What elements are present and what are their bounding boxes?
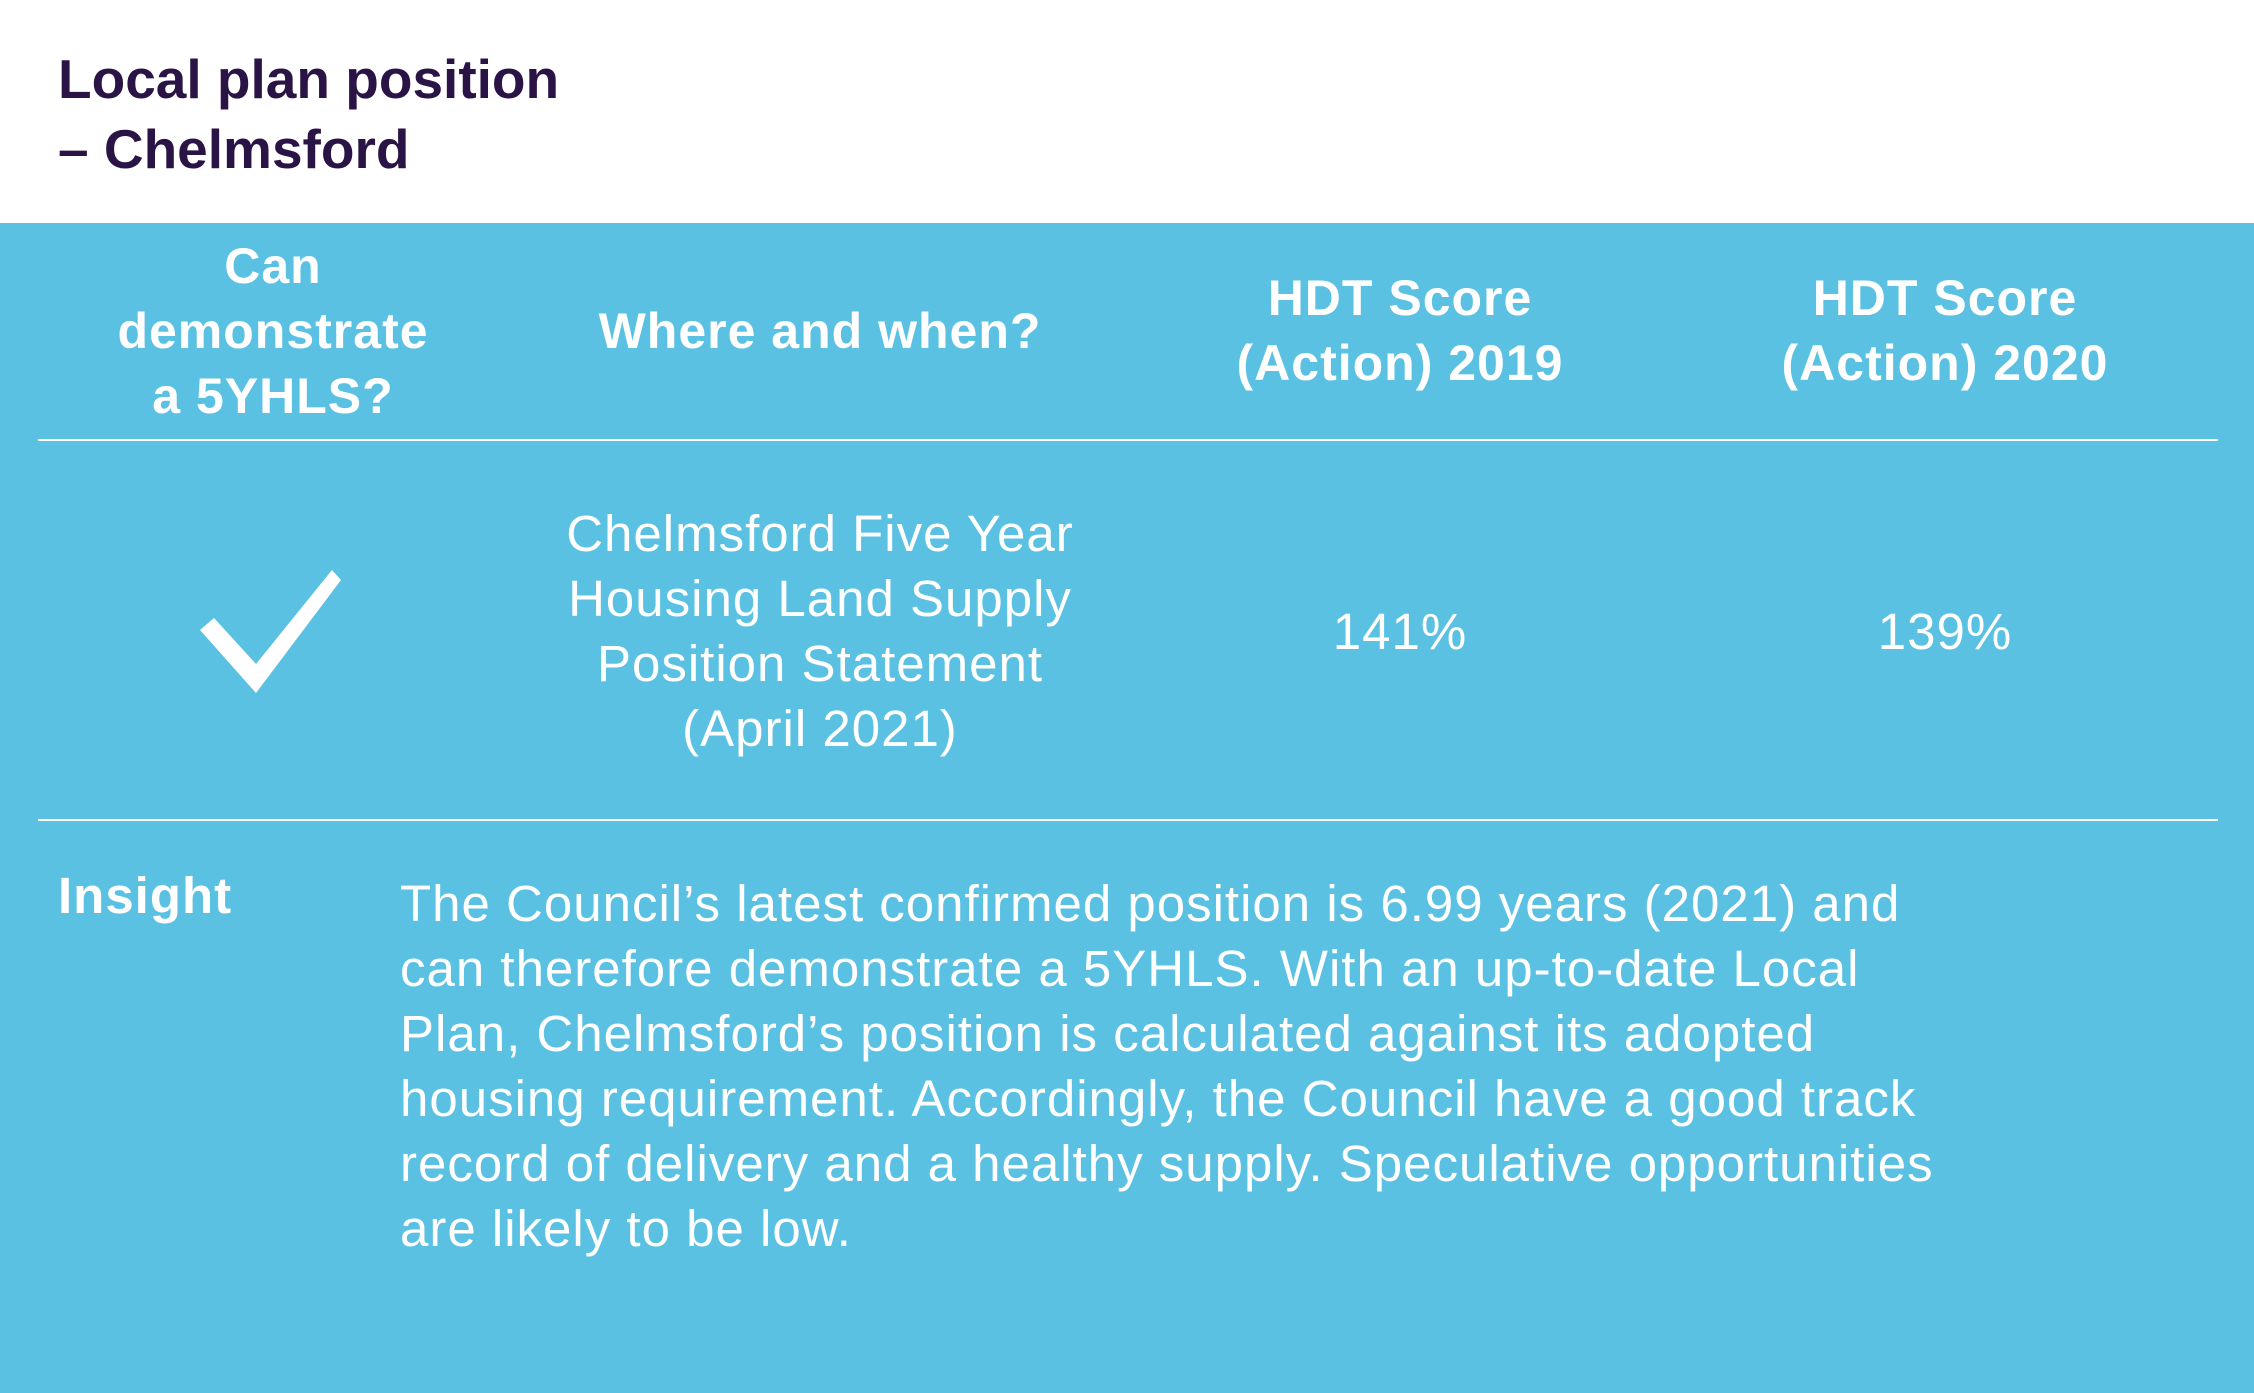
header-where-and-when bbox=[520, 233, 1120, 429]
row-divider bbox=[38, 819, 2218, 821]
header-text: demonstrate bbox=[117, 302, 429, 359]
insight-text bbox=[400, 871, 2220, 1261]
hdt-2020-value: 139% bbox=[1877, 602, 2013, 660]
insight-line: record of delivery and a healthy supply. Speculative opportunities bbox=[400, 1135, 1934, 1192]
header-text: Where and when? bbox=[598, 302, 1042, 359]
insight-line: The Council’s latest confirmed position is 6.99 years (2021) and bbox=[400, 875, 1901, 932]
header-text: (Action) 2020 bbox=[1781, 335, 2109, 391]
header-text: HDT Score bbox=[1812, 270, 2078, 326]
title-area bbox=[0, 0, 2254, 223]
header-text: a 5YHLS? bbox=[152, 367, 394, 424]
cell-where-and-when bbox=[520, 441, 1120, 821]
insight-label: Insight bbox=[58, 867, 233, 924]
header-can-demonstrate-5yhls bbox=[38, 233, 508, 429]
checkmark-icon bbox=[198, 568, 348, 694]
header-hdt-2020 bbox=[1690, 233, 2200, 429]
header-text: (Action) 2019 bbox=[1236, 335, 1564, 391]
page-title-line-1: Local plan position bbox=[58, 48, 560, 110]
header-text: HDT Score bbox=[1267, 270, 1533, 326]
hdt-2019-value: 141% bbox=[1332, 602, 1468, 660]
cell-text: Position Statement bbox=[596, 635, 1044, 692]
insight-line: housing requirement. Accordingly, the Council have a good track bbox=[400, 1070, 1917, 1127]
cell-text: Housing Land Supply bbox=[568, 570, 1072, 627]
header-text: Can bbox=[224, 237, 322, 294]
header-hdt-2019 bbox=[1150, 233, 1650, 429]
page-title bbox=[58, 44, 559, 184]
cell-text: Chelmsford Five Year bbox=[566, 505, 1074, 562]
local-plan-table bbox=[0, 223, 2254, 1393]
cell-hdt-2020 bbox=[1690, 441, 2200, 821]
insight-line: can therefore demonstrate a 5YHLS. With an up-to-date Local bbox=[400, 940, 1860, 997]
cell-text: (April 2021) bbox=[682, 700, 958, 757]
insight-line: are likely to be low. bbox=[400, 1200, 852, 1257]
insight-line: Plan, Chelmsford’s position is calculated against its adopted bbox=[400, 1005, 1816, 1062]
cell-hdt-2019 bbox=[1150, 441, 1650, 821]
cell-5yhls-status bbox=[38, 441, 508, 821]
page-title-line-2: – Chelmsford bbox=[58, 118, 410, 180]
